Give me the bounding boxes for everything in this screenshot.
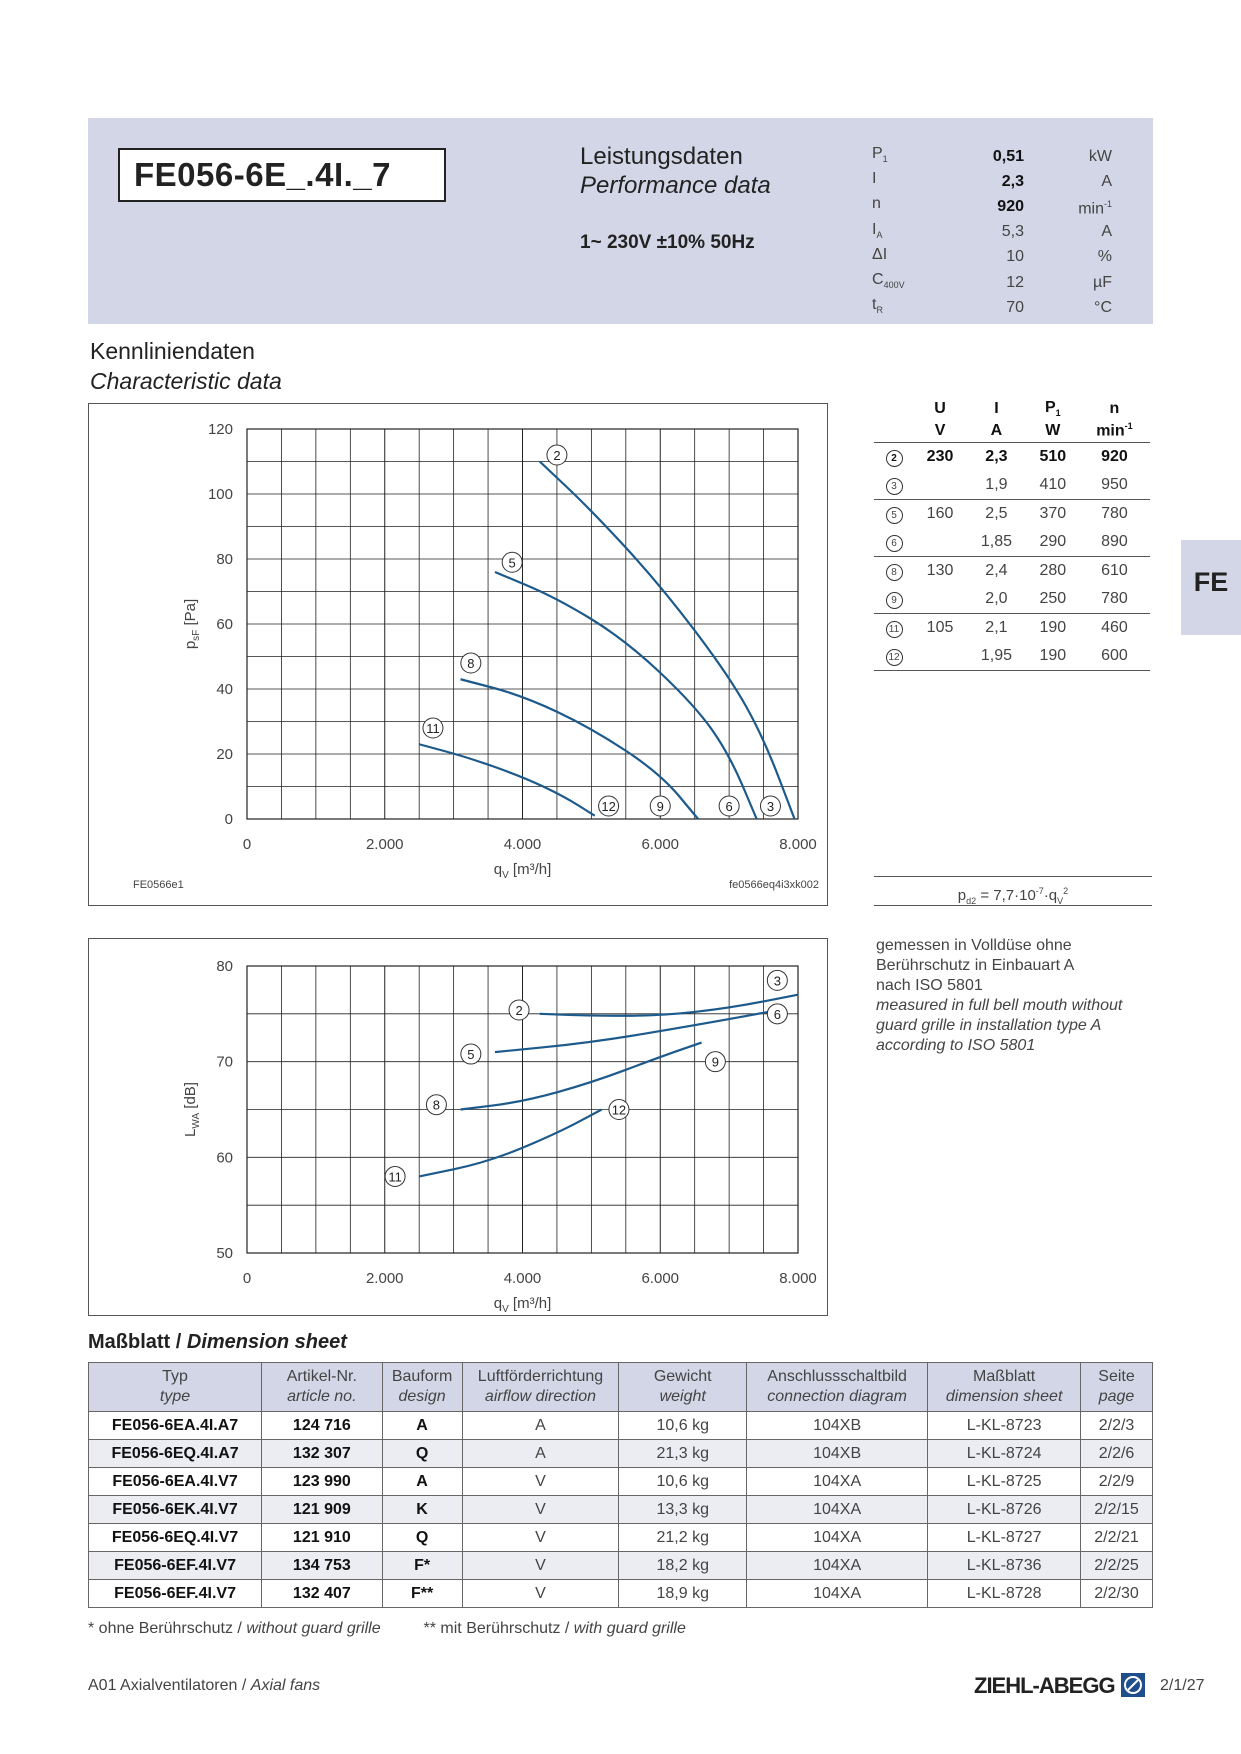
dim-row xyxy=(89,1468,1153,1496)
char-row xyxy=(874,614,1150,643)
char-row xyxy=(874,642,1150,671)
sound-chart xyxy=(89,939,827,1315)
char-cell-i: 1,9 xyxy=(966,471,1027,500)
curve-label-9: 9 xyxy=(656,799,664,814)
curve-id-badge: 8 xyxy=(886,564,903,581)
performance-title-de: Leistungsdaten xyxy=(580,143,743,170)
char-cell-u xyxy=(914,471,966,500)
dim-row xyxy=(89,1524,1153,1552)
curve-label-6: 6 xyxy=(725,799,733,814)
dim-cell: F* xyxy=(382,1552,462,1580)
dim-cell: 18,2 kg xyxy=(619,1552,747,1580)
x-tick-label: 0 xyxy=(242,1270,252,1287)
model-title: FE056-6E_.4I._7 xyxy=(118,148,446,202)
dim-cell: K xyxy=(382,1496,462,1524)
dim-cell: 104XA xyxy=(747,1468,928,1496)
char-cell-n: 890 xyxy=(1079,528,1150,557)
dynamic-pressure-formula: $p_{d2} = 7,7\cdot 10^{-7}\cdot q_V^2$ xyxy=(874,876,1152,906)
dim-cell: L-KL-8728 xyxy=(928,1580,1081,1608)
char-cell-p: 250 xyxy=(1027,585,1079,614)
dim-cell: L-KL-8723 xyxy=(928,1412,1081,1440)
char-cell-i: 1,85 xyxy=(966,528,1027,557)
curve-id-badge: 6 xyxy=(886,535,903,552)
param-value: 0,51 xyxy=(992,147,1024,165)
dim-row xyxy=(89,1552,1153,1580)
char-cell-u: 230 xyxy=(926,448,954,465)
char-cell-n: 610 xyxy=(1101,562,1128,579)
param-unit: kW xyxy=(1088,147,1112,165)
curve-id-badge: 11 xyxy=(886,621,903,638)
dim-row xyxy=(89,1580,1153,1608)
dim-cell: A xyxy=(462,1440,619,1468)
y-axis-label: $p_{sF}$ [Pa] xyxy=(182,598,202,650)
param-unit: % xyxy=(1097,248,1112,266)
param-row xyxy=(872,169,1112,194)
dim-cell: 10,6 kg xyxy=(619,1468,747,1496)
dim-cell: 121 910 xyxy=(262,1524,382,1552)
curve-label-5: 5 xyxy=(508,555,516,571)
x-tick-label: 0 xyxy=(242,836,252,853)
param-unit: °C xyxy=(1094,298,1112,316)
char-cell-p: 370 xyxy=(1039,505,1067,522)
dim-cell: 124 716 xyxy=(262,1412,382,1440)
char-cell-u xyxy=(914,585,966,614)
dim-cell: 21,2 kg xyxy=(619,1524,747,1552)
param-unit: $\min^{-1}$ xyxy=(1078,199,1112,218)
curve-label-8: 8 xyxy=(467,656,475,671)
char-row xyxy=(874,585,1150,614)
measurement-note: gemessen in Volldüse ohne Berührschutz in Einbauart A nach ISO 5801 measured in full bell mouth without guard grille in installation type A according to ISO 5801 xyxy=(876,937,1123,1054)
dim-cell: FE056-6EK.4I.V7 xyxy=(89,1496,262,1524)
y-tick-label: 80 xyxy=(216,958,233,975)
dim-row xyxy=(89,1412,1153,1440)
dim-cell: V xyxy=(462,1468,619,1496)
char-cell-p: 190 xyxy=(1027,642,1079,671)
x-tick-label: 6.000 xyxy=(641,836,680,853)
char-cell-n: 460 xyxy=(1101,619,1128,636)
dim-cell: 104XA xyxy=(747,1496,928,1524)
char-cell-u xyxy=(914,642,966,671)
param-symbol: $C_{400V}$ xyxy=(872,271,905,291)
y-tick-label: 80 xyxy=(216,551,233,568)
dim-cell: A xyxy=(382,1468,462,1496)
y-tick-label: 0 xyxy=(224,811,233,828)
x-tick-label: 2.000 xyxy=(365,836,404,853)
dim-cell: 2/2/3 xyxy=(1081,1412,1153,1440)
footer-category: A01 Axialventilatoren / Axial fans xyxy=(88,1677,321,1694)
param-row xyxy=(872,295,1112,320)
x-tick-label: 6.000 xyxy=(641,1270,680,1287)
series-line-11 xyxy=(419,744,595,816)
curve-label-11: 11 xyxy=(426,721,440,736)
dim-cell: Q xyxy=(382,1440,462,1468)
series-line-2 xyxy=(540,462,795,820)
curve-label-2: 2 xyxy=(515,1003,523,1019)
dim-cell: A xyxy=(462,1412,619,1440)
param-value: 70 xyxy=(1006,298,1024,316)
param-value: 920 xyxy=(997,198,1024,216)
curve-label-3: 3 xyxy=(766,799,775,814)
footnotes: * ohne Berührschutz / without guard grille ** mit Berührschutz / with guard grille xyxy=(88,1620,686,1637)
char-cell-u: 130 xyxy=(926,562,954,579)
characteristic-title-de: Kennliniendaten xyxy=(90,338,255,364)
page-number: 2/1/27 xyxy=(1160,1677,1205,1694)
char-cell-i: 1,95 xyxy=(966,642,1027,671)
dim-header: Luftförderrichtung airflow direction xyxy=(462,1363,619,1412)
char-row xyxy=(874,528,1150,557)
param-symbol: $t_R$ xyxy=(872,296,883,316)
dim-cell: 134 753 xyxy=(262,1552,382,1580)
param-row xyxy=(872,220,1112,245)
characteristic-title-en: Characteristic data xyxy=(90,368,282,394)
param-unit: A xyxy=(1101,223,1112,241)
dim-cell: 104XB xyxy=(747,1412,928,1440)
performance-params-table xyxy=(872,144,1112,320)
dim-cell: V xyxy=(462,1552,619,1580)
x-tick-label: 4.000 xyxy=(503,836,542,853)
y-tick-label: 40 xyxy=(216,681,233,698)
dim-cell: V xyxy=(462,1496,619,1524)
dim-cell: 104XA xyxy=(747,1552,928,1580)
curve-label-5: 5 xyxy=(467,1047,475,1063)
curve-id-badge: 12 xyxy=(886,649,903,666)
pressure-chart-box xyxy=(88,403,828,906)
char-cell-u: 105 xyxy=(926,619,954,636)
dim-header: Maßblatt dimension sheet xyxy=(928,1363,1081,1412)
char-cell-n: 780 xyxy=(1079,585,1150,614)
dim-cell: 2/2/6 xyxy=(1081,1440,1153,1468)
dim-cell: 2/2/9 xyxy=(1081,1468,1153,1496)
curve-id-badge: 5 xyxy=(886,507,903,524)
char-header-unit: A xyxy=(966,420,1027,443)
param-row xyxy=(872,194,1112,219)
dim-cell: FE056-6EF.4I.V7 xyxy=(89,1580,262,1608)
param-symbol: ΔI xyxy=(872,245,888,263)
dim-cell: 104XA xyxy=(747,1524,928,1552)
char-cell-i: 2,3 xyxy=(985,448,1008,465)
dim-cell: 121 909 xyxy=(262,1496,382,1524)
curve-id-badge: 9 xyxy=(886,592,903,609)
curve-id-badge: 3 xyxy=(886,478,903,495)
dim-cell: 2/2/21 xyxy=(1081,1524,1153,1552)
dim-header: Bauform design xyxy=(382,1363,462,1412)
param-unit: µF xyxy=(1093,273,1112,291)
dim-cell: 21,3 kg xyxy=(619,1440,747,1468)
curve-label-8: 8 xyxy=(432,1097,441,1113)
dim-row xyxy=(89,1440,1153,1468)
char-cell-p: 290 xyxy=(1027,528,1079,557)
dim-cell: L-KL-8736 xyxy=(928,1552,1081,1580)
sound-chart-box xyxy=(88,938,828,1316)
dim-header: Typ type xyxy=(89,1363,262,1412)
param-symbol: n xyxy=(872,195,881,213)
curve-label-2: 2 xyxy=(553,448,561,463)
performance-title-en: Performance data xyxy=(580,172,771,199)
param-row xyxy=(872,144,1112,169)
char-header-symbol: n xyxy=(1109,400,1120,417)
char-header-unit: V xyxy=(914,420,966,443)
dim-cell: 13,3 kg xyxy=(619,1496,747,1524)
char-cell-p: 410 xyxy=(1027,471,1079,500)
dim-header: Anschlussschaltbild connection diagram xyxy=(747,1363,928,1412)
char-row xyxy=(874,471,1150,500)
char-header-symbol: $P_1$ xyxy=(1044,399,1061,419)
param-row xyxy=(872,245,1112,270)
param-symbol: $I_A$ xyxy=(872,220,883,240)
pressure-chart xyxy=(89,404,827,905)
dim-cell: V xyxy=(462,1580,619,1608)
dim-cell: FE056-6EQ.4I.A7 xyxy=(89,1440,262,1468)
x-tick-label: 2.000 xyxy=(365,1270,404,1287)
char-cell-i: 2,0 xyxy=(966,585,1027,614)
dim-cell: V xyxy=(462,1524,619,1552)
curve-label-11: 11 xyxy=(388,1169,402,1185)
dim-cell: A xyxy=(382,1412,462,1440)
dim-cell: 2/2/30 xyxy=(1081,1580,1153,1608)
y-tick-label: 50 xyxy=(216,1245,233,1262)
voltage-spec: 1~ 230V ±10% 50Hz xyxy=(580,232,755,253)
curve-label-12: 12 xyxy=(611,1102,627,1118)
dim-cell: 123 990 xyxy=(262,1468,382,1496)
dim-cell: 18,9 kg xyxy=(619,1580,747,1608)
param-symbol: $P_1$ xyxy=(872,145,888,165)
curve-label-3: 3 xyxy=(773,973,781,989)
y-tick-label: 70 xyxy=(216,1053,233,1071)
x-axis-label: $q_V$ [m³/h] xyxy=(493,861,552,881)
brand-logo-icon xyxy=(1120,1672,1146,1698)
dim-cell: 2/2/15 xyxy=(1081,1496,1153,1524)
dim-cell: 104XB xyxy=(747,1440,928,1468)
char-row xyxy=(874,443,1150,472)
dim-cell: L-KL-8725 xyxy=(928,1468,1081,1496)
dim-cell: FE056-6EF.4I.V7 xyxy=(89,1552,262,1580)
char-header-unit: $\min^{-1}$ xyxy=(1079,420,1150,443)
dim-cell: L-KL-8726 xyxy=(928,1496,1081,1524)
dim-cell: 10,6 kg xyxy=(619,1412,747,1440)
char-cell-p: 510 xyxy=(1039,448,1067,465)
y-tick-label: 60 xyxy=(216,1149,233,1167)
char-header-symbol: U xyxy=(934,400,946,417)
char-row xyxy=(874,557,1150,586)
dim-cell: Q xyxy=(382,1524,462,1552)
char-cell-n: 600 xyxy=(1079,642,1150,671)
dimension-title: Maßblatt / Dimension sheet xyxy=(88,1331,347,1353)
dim-cell: FE056-6EA.4I.A7 xyxy=(89,1412,262,1440)
y-axis-label: $L_{WA}$ [dB] xyxy=(182,1082,202,1137)
char-cell-n: 780 xyxy=(1101,505,1128,522)
dim-header: Seite page xyxy=(1081,1363,1153,1412)
char-header-unit: W xyxy=(1027,420,1079,443)
char-cell-i: 2,4 xyxy=(985,562,1008,579)
y-tick-label: 60 xyxy=(216,616,233,633)
curve-label-12: 12 xyxy=(601,799,616,814)
x-axis-label: $q_V$ [m³/h] xyxy=(493,1295,552,1315)
dim-cell: F** xyxy=(382,1580,462,1608)
x-tick-label: 4.000 xyxy=(503,1270,542,1287)
char-cell-i: 2,5 xyxy=(985,505,1008,522)
x-tick-label: 8.000 xyxy=(779,1270,817,1287)
y-tick-label: 20 xyxy=(216,746,233,763)
param-unit: A xyxy=(1101,172,1112,190)
char-cell-p: 190 xyxy=(1039,619,1067,636)
y-tick-label: 100 xyxy=(207,486,233,503)
dim-cell: 132 307 xyxy=(262,1440,382,1468)
dim-cell: FE056-6EQ.4I.V7 xyxy=(89,1524,262,1552)
dim-cell: 104XA xyxy=(747,1580,928,1608)
chart-code-left: FE0566e1 xyxy=(133,879,184,891)
param-symbol: I xyxy=(872,170,877,188)
dim-row xyxy=(89,1496,1153,1524)
char-header-symbol: I xyxy=(994,400,999,417)
char-cell-u: 160 xyxy=(926,505,954,522)
series-line-11 xyxy=(419,1110,602,1177)
param-value: 12 xyxy=(1006,273,1024,291)
dim-cell: 132 407 xyxy=(262,1580,382,1608)
char-cell-p: 280 xyxy=(1039,562,1067,579)
char-cell-n: 920 xyxy=(1101,448,1128,465)
dimension-table xyxy=(88,1362,1153,1608)
dim-cell: FE056-6EA.4I.V7 xyxy=(89,1468,262,1496)
param-value: 10 xyxy=(1006,248,1024,266)
y-tick-label: 120 xyxy=(207,421,233,438)
char-cell-u xyxy=(914,528,966,557)
param-value: 2,3 xyxy=(1001,172,1024,190)
dim-cell: 2/2/25 xyxy=(1081,1552,1153,1580)
char-row xyxy=(874,500,1150,529)
chart-code-right: fe0566eq4i3xk002 xyxy=(729,879,819,891)
x-tick-label: 8.000 xyxy=(779,836,817,853)
fe-tab: FE xyxy=(1181,540,1241,635)
brand-logo: ZIEHL-ABEGG xyxy=(974,1672,1146,1699)
curve-label-9: 9 xyxy=(711,1054,719,1070)
characteristic-table xyxy=(874,398,1150,671)
dim-header: Artikel-Nr. article no. xyxy=(262,1363,382,1412)
curve-id-badge: 2 xyxy=(886,450,903,467)
dim-header: Gewicht weight xyxy=(619,1363,747,1412)
char-cell-n: 950 xyxy=(1079,471,1150,500)
param-value: 5,3 xyxy=(1001,223,1024,241)
param-row xyxy=(872,270,1112,295)
curve-label-6: 6 xyxy=(773,1006,781,1022)
dim-cell: L-KL-8727 xyxy=(928,1524,1081,1552)
char-cell-i: 2,1 xyxy=(985,619,1008,636)
dim-cell: L-KL-8724 xyxy=(928,1440,1081,1468)
